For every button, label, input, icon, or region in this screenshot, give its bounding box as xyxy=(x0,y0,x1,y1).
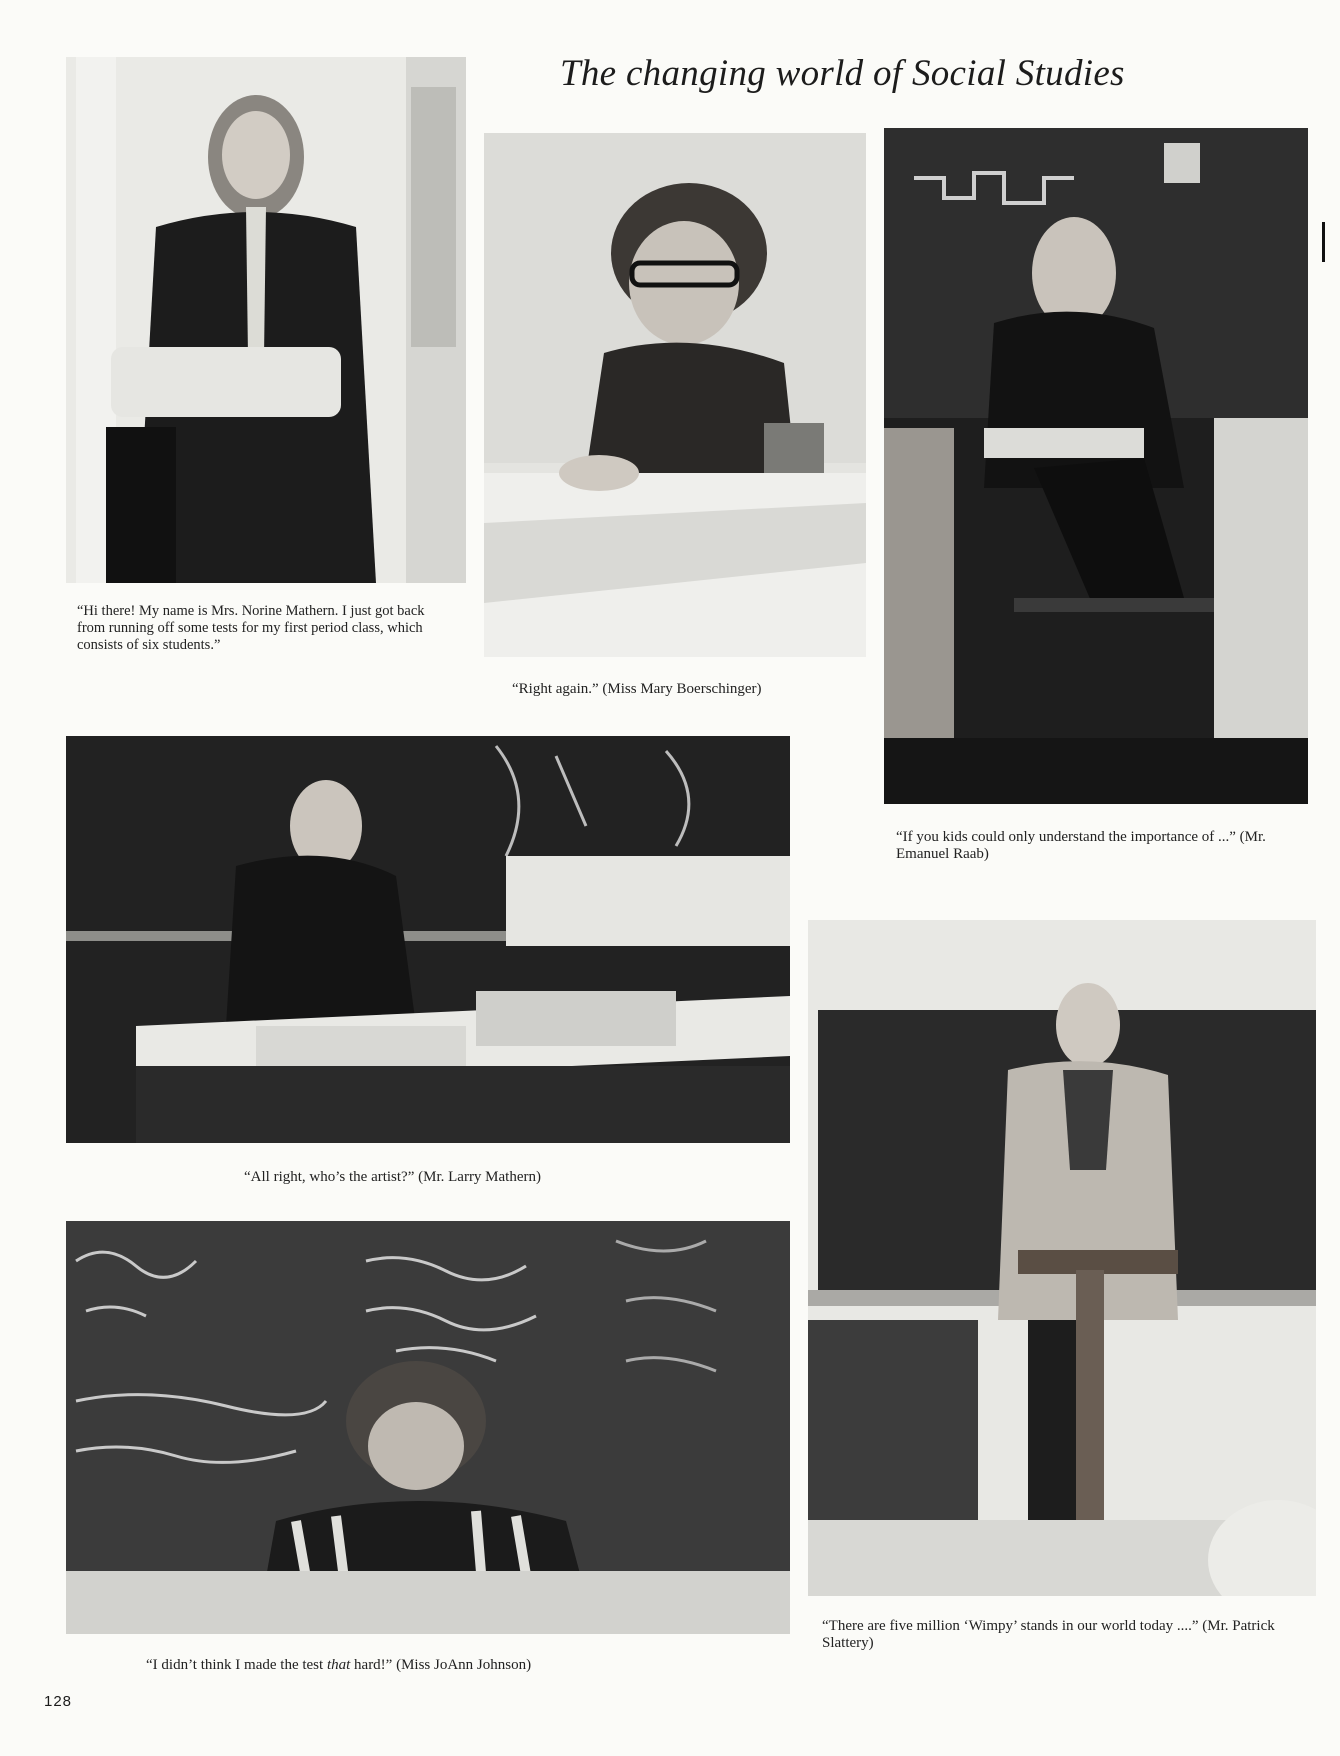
page-number: 128 xyxy=(44,1693,73,1710)
photo-joann-johnson-image xyxy=(66,1221,790,1634)
caption-joann-johnson-emphasis: that xyxy=(326,1657,351,1673)
caption-emanuel-raab: “If you kids could only understand the importance of ...” (Mr. Emanuel Raab) xyxy=(896,829,1266,862)
photo-norine-mathern-image xyxy=(66,57,466,583)
photo-joann-johnson xyxy=(66,1221,790,1634)
photo-mary-boerschinger-image xyxy=(484,133,866,657)
photo-patrick-slattery xyxy=(808,920,1316,1596)
caption-joann-johnson xyxy=(146,1657,706,1674)
caption-joann-johnson-text-end: hard!” (Miss JoAnn Johnson) xyxy=(350,1657,532,1673)
photo-mary-boerschinger xyxy=(484,133,866,657)
photo-patrick-slattery-image xyxy=(808,920,1316,1596)
caption-larry-mathern: “All right, who’s the artist?” (Mr. Larry Mathern) xyxy=(244,1169,541,1185)
photo-norine-mathern xyxy=(66,57,466,583)
photo-larry-mathern-image xyxy=(66,736,790,1143)
caption-mary-boerschinger: “Right again.” (Miss Mary Boerschinger) xyxy=(512,681,762,697)
photo-larry-mathern xyxy=(66,736,790,1143)
caption-joann-johnson-text: “I didn’t think I made the test xyxy=(146,1657,327,1673)
page-title: The changing world of Social Studies xyxy=(560,53,1125,94)
photo-emanuel-raab-image xyxy=(884,128,1308,804)
caption-norine-mathern: “Hi there! My name is Mrs. Norine Mathern. I just got back from running off some tests for my first period class, which consists of six students.” xyxy=(77,603,425,653)
page-edge-mark xyxy=(1322,222,1325,262)
photo-emanuel-raab xyxy=(884,128,1308,804)
caption-patrick-slattery: “There are five million ‘Wimpy’ stands in our world today ....” (Mr. Patrick Slattery) xyxy=(822,1618,1275,1651)
